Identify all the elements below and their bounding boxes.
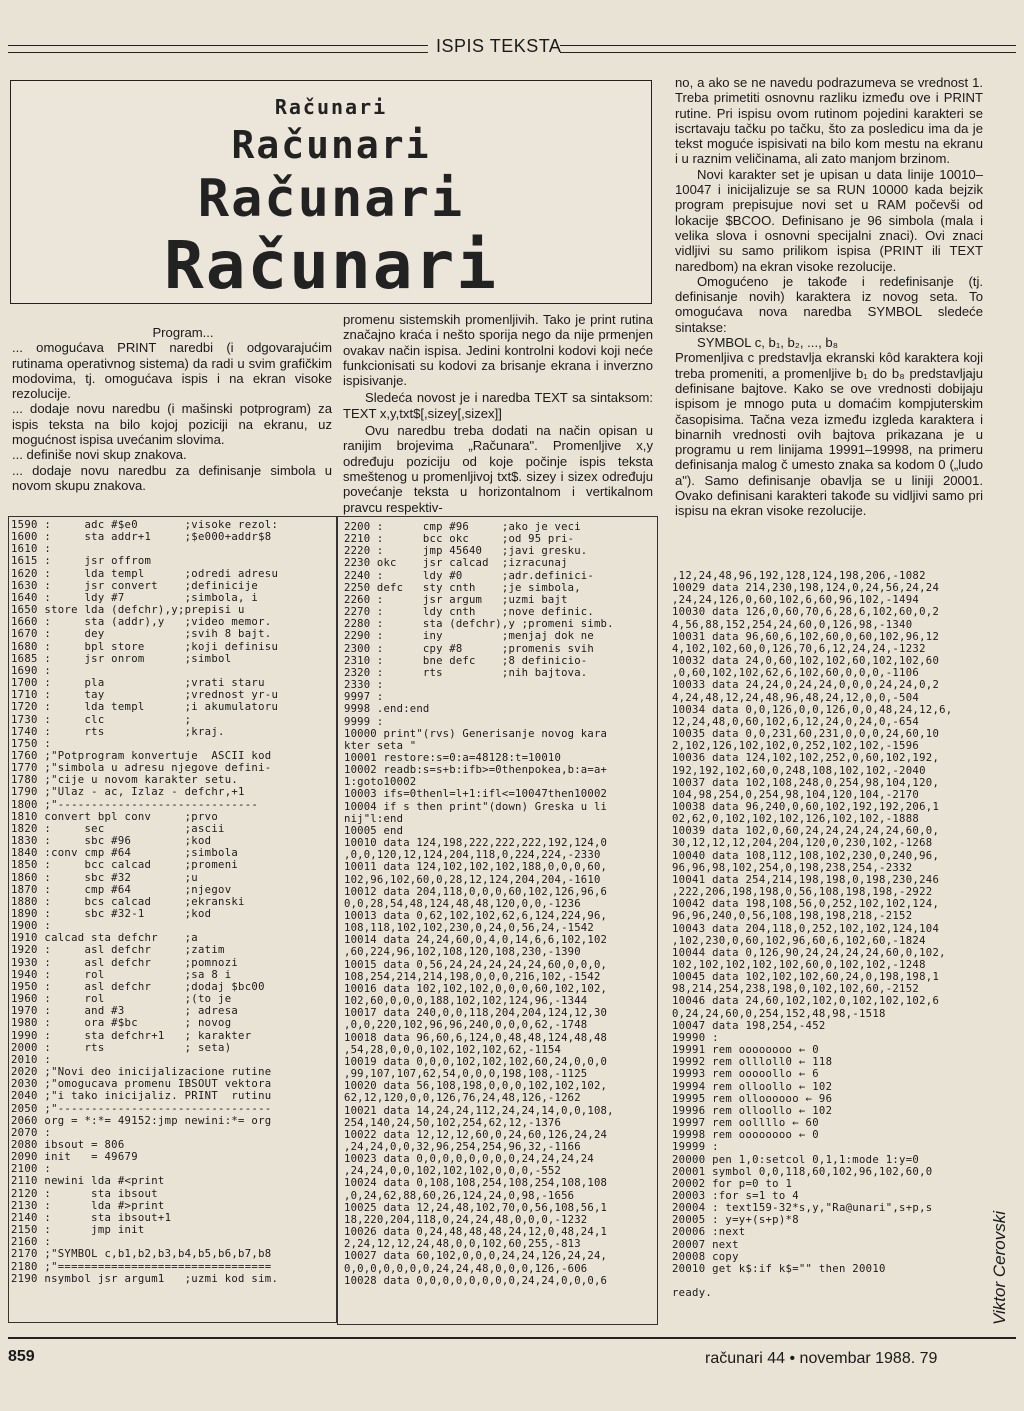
title-box <box>10 80 652 304</box>
col1-p2: ... omogućava PRINT naredbi (i odgovarajućim rutinama operativnog sistema) da radi u svim grafičkim modovima, tj. omogućava ispis i na ekran visoke rezolucije. <box>12 340 332 402</box>
listing-1: 1590 : adc #$e0 ;visoke rezol: 1600 : sta addr+1 ;$e000+addr$8 1610 : 1615 : jsr offrom 1620 : lda templ ;odredi adresu 1630 : jsr convert ;definicije 1640 : ldy #7 ;simbola, i 1650 store lda (defchr),y;prepisi u 1660 : sta (addr),y ;video memor. 1670 : dey ;svih 8 bajt. 1680 : bpl store ;koji definisu 1685 : jsr onrom ;simbol 1690 : 1700 : pla ;vrati staru 1710 : tay ;vrednost yr-u 1720 : lda templ ;i akumulatoru 1730 : clc ; 1740 : rts ;kraj. 1750 : 1760 ;"Potprogram konvertuje ASCII kod 1770 ;"simbola u adresu njegove defini- 1780 ;"cije u novom karakter setu. 1790 ;"Ulaz - ac, Izlaz - defchr,+1 1800 ;"------------------------------ 1810 convert bpl conv ;prvo 1820 : sec ;ascii 1830 : sbc #96 ;kod 1840 :conv cmp #64 ;simbola 1850 : bcc calcad ;promeni 1860 : sbc #32 ;u 1870 : cmp #64 ;njegov 1880 : bcs calcad ;ekranski 1890 : sbc #32-1 ;kod 1900 : 1910 calcad sta defchr ;a 1920 : asl defchr ;zatim 1930 : asl defchr ;pomnozi 1940 : rol ;sa 8 i 1950 : asl defchr ;dodaj $bc00 1960 : rol ;(to je 1970 : and #3 ; adresa 1980 : ora #$bc ; novog 1990 : sta defchr+1 ; karakter 2000 : rts ; seta) 2010 : 2020 ;"Novi deo inicijalizacione rutine 2030 ;"omogucava promenu IBSOUT vektora 2040 ;"i tako inicijaliz. PRINT rutinu 2050 ;"-------------------------------- 2060 org = *:*= 49152:jmp newini:*= org 2070 : 2080 ibsout = 806 2090 init = 49679 2100 : 2110 newini lda #<print 2120 : sta ibsout 2130 : lda #>print 2140 : sta ibsout+1 2150 : jmp init 2160 : 2170 ;"SYMBOL c,b1,b2,b3,b4,b5,b6,b7,b8 2180 ;"================================ 2190 nsymbol jsr argum1 ;uzmi kod sim. <box>8 516 337 1323</box>
col2-p3: Ovu naredbu treba dodati na način opisan u ranijim brojevima „Računara". Promenljive x,y određuju poziciju od koje počinje ispis teksta smeštenog u promenljivoj txt$. sizey i sizex određuju povećanje teksta u horizontalnom i vertikalnom pravcu respektiv- <box>343 423 653 515</box>
col2-p1: promenu sistemskih promenljivih. Tako je print rutina značajno kraća i nešto sporija nego da nije prmenjen ovakav način ispisa. Jedini kontrolni kodovi koji neće funkcionisati su kodovi za brisanje ekrana i inverzno ispisivanje. <box>343 312 653 389</box>
column-3 <box>675 75 983 519</box>
title-large: Računari <box>197 169 465 229</box>
col1-p3: ... dodaje novu naredbu (i mašinski potprogram) za ispis teksta na bilo kojoj poziciji na ekranu, uz mogućnost ispisa uvećanim slovima. <box>12 401 332 448</box>
title-medium: Računari <box>231 123 431 167</box>
issue-line: računari 44 • novembar 1988. 79 <box>705 1350 938 1367</box>
col3-p1: no, a ako se ne navedu podrazumeva se vrednost 1. Treba primetiti osnovnu razliku između ove i PRINT rutine. Pri ispisu ovom rutinom pojedini karakteri se iscrtavaju tačku po tačku, što za posledicu ima da je tekst moguće ispisivati na bilo kom mestu na ekranu i u raznim veličinama, ali zato manjom brzinom. <box>675 75 983 167</box>
author-byline <box>985 1150 1015 1340</box>
title-xlarge: Računari <box>164 227 498 304</box>
section-header <box>8 38 1016 58</box>
col2-p2: Sledeća novost je i naredba TEXT sa sintaksom: TEXT x,y,txt$[,sizey[,sizex]] <box>343 390 653 421</box>
col3-p5: Promenljiva c predstavlja ekranski kôd karaktera koji treba promeniti, a promenljive b₁ do b₈ predstavljaju definisane bajtove. Kako se ove vrednosti dobijaju ispisom je mnogo puta u domaćim kompjuterskim časopisima. Tačna veza između izgleda karaktera i binarnih vrednosti ovih bajtova prikazana je u programu u rem linijama 19991–19998, na primeru definisanja malog č umesto znaka sa kodom 0 („ludo a"). Samo definisanje obavlja se u liniji 20001. Ovako definisani karakteri takođe su vidljivi samo pri ispisu na ekran visoke rezolucije. <box>675 350 983 519</box>
footer-rule <box>8 1337 1016 1339</box>
header-rule-right <box>560 45 1016 53</box>
col1-p5: ... dodaje novu naredbu za definisanje simbola u novom skupu znakova. <box>12 462 332 493</box>
page-code: 859 <box>8 1348 35 1365</box>
col3-p2: Novi karakter set je upisan u data linije 10010–10047 i inicijalizuje se sa RUN 10000 kada bejzik program prepisujue novi set u RAM počevši od lokacije $BCOO. Definisano je 96 simbola (mala i velika slova i osnovni specijalni znaci). Ovi znaci vidljivi su samo prilikom ispisa (PRINT ili TEXT naredbom) na ekran visoke rezolucije. <box>675 166 983 274</box>
listing-3: ,12,24,48,96,192,128,124,198,206,-1082 10029 data 214,230,198,124,0,24,56,24,24 ,24,24,126,0,60,102,6,60,96,102,-1494 10030 data 126,0,60,70,6,28,6,102,60,0,2 4,56,88,152,254,24,60,0,126,98,-1340 10031 data 96,60,6,102,60,0,60,102,96,12 4,102,102,60,0,126,70,6,12,24,24,-1232 10032 data 24,0,60,102,102,60,102,102,60 ,0,60,102,102,62,6,102,60,0,0,0,-1106 10033 data 24,24,0,24,24,0,0,0,24,24,0,2 4,24,48,12,24,48,96,48,24,12,0,0,-504 10034 data 0,0,126,0,0,126,0,0,48,24,12,6, 12,24,48,0,60,102,6,12,24,0,24,0,-654 10035 data 0,0,231,60,231,0,0,0,24,60,10 2,102,126,102,102,0,252,102,102,-1596 10036 data 124,102,102,252,0,60,102,192, 192,192,102,60,0,248,108,102,102,-2040 10037 data 102,108,248,0,254,98,104,120, 104,98,254,0,254,98,104,120,104,-2170 10038 data 96,240,0,60,102,192,192,206,1 02,62,0,102,102,102,126,102,102,-1888 10039 data 102,0,60,24,24,24,24,24,60,0, 30,12,12,12,204,204,120,0,230,102,-1268 10040 data 108,112,108,102,230,0,240,96, 96,96,98,102,254,0,198,238,254,-2332 10041 data 254,214,198,198,0,198,230,246 ,222,206,198,198,0,56,108,198,198,-2922 10042 data 198,108,56,0,252,102,102,124, 96,96,240,0,56,108,198,198,218,-2152 10043 data 204,118,0,252,102,102,124,104 ,102,230,0,60,102,96,60,6,102,60,-1824 10044 data 0,126,90,24,24,24,24,60,0,102, 102,102,102,102,102,60,0,102,102,-1248 10045 data 102,102,102,60,24,0,198,198,1 98,214,254,238,198,0,102,102,60,-2152 10046 data 24,60,102,102,0,102,102,102,6 0,24,24,60,0,254,152,48,98,-1518 10047 data 198,254,-452 19990 : 19991 rem oooooooo ← 0 19992 rem ollloll0 ← 118 19993 rem ooooollo ← 6 19994 rem olloollo ← 102 19995 rem olloooooo ← 96 19996 rem olloollo ← 102 19997 rem oollllo ← 60 19998 rem oooooooo ← 0 19999 : 20000 pen 1,0:setcol 0,1,1:mode 1:y=0 20001 symbol 0,0,118,60,102,96,102,60,0 20002 for p=0 to 1 20003 :for s=1 to 4 20004 : text159-32*s,y,"Ra@unari",s+p,s 20005 : y=y+(s+p)*8 20006 :next 20007 next 20008 copy 20010 get k$:if k$="" then 20010 ready. <box>672 570 953 1300</box>
title-small: Računari <box>274 95 388 119</box>
column-1 <box>12 325 332 493</box>
header-rule-left <box>8 45 428 53</box>
author-name: Viktor Cerovski <box>990 1211 1009 1325</box>
listing-2: 2200 : cmp #96 ;ako je veci 2210 : bcc okc ;od 95 pri- 2220 : jmp 45640 ;javi gresku. 2230 okc jsr calcad ;izracunaj 2240 : ldy #0 ;adr.definici- 2250 defc sty cnth ;je simbola, 2260 : jsr argum ;uzmi bajt 2270 : ldy cnth ;nove definic. 2280 : sta (defchr),y ;promeni simb. 2290 : iny ;menjaj dok ne 2300 : cpy #8 ;promenis svih 2310 : bne defc ;8 definicio- 2320 : rts ;nih bajtova. 2330 : 9997 : 9998 .end:end 9999 : 10000 print"(rvs) Generisanje novog kara kter seta " 10001 restore:s=0:a=48128:t=10010 10002 readb:s=s+b:ifb>=0thenpokea,b:a=a+ 1:goto10002 10003 ifs=0thenl=l+1:ifl<=10047then10002 10004 if s then print"(down) Greska u li nij"l:end 10005 end 10010 data 124,198,222,222,222,192,124,0 ,0,0,120,12,124,204,118,0,224,224,-2330 10011 data 124,102,102,102,188,0,0,0,60, 102,96,102,60,0,28,12,124,204,204,-1610 10012 data 204,118,0,0,0,60,102,126,96,6 0,0,28,54,48,124,48,48,120,0,0,-1236 10013 data 0,62,102,102,62,6,124,224,96, 108,118,102,102,230,0,24,0,56,24,-1542 10014 data 24,24,60,0,4,0,14,6,6,102,102 ,60,224,96,102,108,120,108,230,-1390 10015 data 0,56,24,24,24,24,24,60,0,0,0, 108,254,214,214,198,0,0,0,216,102,-1542 10016 data 102,102,102,0,0,0,60,102,102, 102,60,0,0,0,188,102,102,124,96,-1344 10017 data 240,0,0,118,204,204,124,12,30 ,0,0,220,102,96,96,240,0,0,0,62,-1748 10018 data 96,60,6,124,0,48,48,124,48,48 ,54,28,0,0,0,102,102,102,62,-1154 10019 data 0,0,0,102,102,102,60,24,0,0,0 ,99,107,107,62,54,0,0,0,198,108,-1125 10020 data 56,108,198,0,0,0,102,102,102, 62,12,120,0,0,126,76,24,48,126,-1262 10021 data 14,24,24,112,24,24,14,0,0,108, 254,140,24,50,102,254,62,12,-1376 10022 data 12,12,12,60,0,24,60,126,24,24 ,24,24,0,0,32,96,254,254,96,32,-1166 10023 data 0,0,0,0,0,0,0,0,24,24,24,24 ,24,24,0,0,102,102,102,0,0,0,-552 10024 data 0,108,108,254,108,254,108,108 ,0,24,62,88,60,26,124,24,0,98,-1656 10025 data 12,24,48,102,70,0,56,108,56,1 18,220,204,118,0,24,24,48,0,0,0,-1232 10026 data 0,24,48,48,48,24,12,0,48,24,1 2,24,12,12,24,48,0,0,102,60,255,-813 10027 data 60,102,0,0,0,24,24,126,24,24, 0,0,0,0,0,0,0,24,24,48,0,0,0,126,-606 10028 data 0,0,0,0,0,0,0,0,24,24,0,0,0,6 <box>337 516 658 1325</box>
col3-p4: SYMBOL c, b₁, b₂, ..., b₈ <box>697 335 839 351</box>
section-title: ISPIS TEKSTA <box>436 36 562 56</box>
col3-p3: Omogućeno je takođe i redefinisanje (tj. definisanje novih) karaktera iz novog seta. To omogućava nova naredba SYMBOL sledeće sintakse: <box>675 273 983 335</box>
column-2 <box>343 312 653 515</box>
col1-p4: ... definiše novi skup znakova. <box>12 447 187 463</box>
col1-p1: Program... <box>152 325 214 340</box>
